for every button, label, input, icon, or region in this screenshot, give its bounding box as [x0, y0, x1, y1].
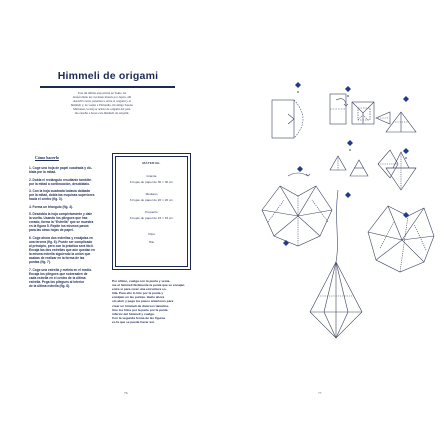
material-box-inner: [115, 156, 188, 267]
blue-diamond-icon: [403, 96, 409, 102]
material-extra: Clips: [148, 232, 155, 236]
page-title: Himmeli de origami: [57, 70, 159, 82]
step-line: la vuelta. Usando los pliegues que has: [29, 216, 88, 221]
notes-line: Une los hilos por la parte por la punta: [112, 307, 168, 312]
step-line: por la mitad a continuación, desdóblalo.: [29, 181, 90, 186]
step-line: blala por la mitad.: [29, 170, 57, 174]
intro-line: desarrollado un creciente interés por Japón, allí: [72, 95, 132, 100]
step-line: la misma estrella siguiendo la unión que: [29, 251, 91, 256]
notes-line: crear un himmeli de diversos tamaños.: [112, 303, 170, 308]
step-line: 1. Coge una hoja de papel cuadrada y dó-: [29, 166, 92, 170]
blue-diamond-icon: [345, 192, 351, 198]
material-box: [112, 153, 191, 270]
fig-8-final-himmeli: [310, 262, 362, 338]
notes-line: es la que se puede hacer así.: [112, 319, 155, 324]
fig-2-rectangle-fold: [330, 94, 348, 124]
step-line: en la figura 5. Repite los mismos pasos: [29, 224, 89, 229]
instruction-step: [29, 205, 108, 209]
instruction-step: [29, 178, 108, 186]
intro-line: Mattonen, la mayor artista de origami del país,: [73, 107, 131, 112]
material-size-label: Mediano: [145, 192, 158, 196]
notes-line: entre sí para crear una estructura so-: [112, 287, 167, 292]
material-size-value: 6 hojas de papel de 30 × 30 cm: [129, 180, 174, 184]
closing-notes: [112, 279, 192, 324]
intro-line: me enseñó a hacer este himmeli de origami.: [74, 111, 130, 116]
step-line: cada estrella en el centro de la última: [29, 275, 86, 280]
instruction-step: [29, 189, 108, 201]
intro-line: himmeli y, de vuelta a Finlandia, mi amiga Satoko: [70, 103, 134, 108]
page-number-right: 77: [318, 391, 322, 395]
step-line: estrella. Pega los pliegues al interior: [29, 279, 85, 284]
step-line: 7. Coge una estrella y métela en el medio.: [29, 267, 93, 272]
instructions-list: [29, 166, 108, 291]
fig-triangles-middle: [330, 156, 368, 176]
step-line: hacia el centro (fig. 3).: [29, 197, 63, 202]
notes-line: Por último, cuelga con la punta y sesta-: [112, 279, 171, 283]
intro-line: Tras mi última exposición en Tokio, he: [77, 91, 127, 95]
notes-line: sin abrir y pega los pasos anteriores para: [112, 299, 174, 304]
page-number-left: 76: [124, 391, 128, 395]
intro-paragraph: [46, 91, 158, 116]
step-line: acabas de realizar en la forma de las: [29, 255, 85, 260]
origami-diagrams-figure: [228, 0, 448, 448]
step-line: para las otras hojas de papel.: [29, 228, 74, 233]
instruction-step: [29, 166, 108, 174]
step-line: 5. Desdobla la hoja completamente y dale: [29, 212, 93, 217]
notes-line: inferior del himmeli y cuelga.: [112, 311, 155, 316]
step-line: 2. Dobla el rectángulo resultante también: [29, 177, 92, 182]
step-line: por la mitad, dobla las esquinas superiores: [29, 193, 95, 198]
step-line: puntas (fig. 7).: [29, 259, 51, 264]
right-page-diagrams: [228, 0, 448, 448]
material-heading: MATERIAL: [142, 161, 161, 165]
step-line: de la última estrella (fig. 8).: [29, 283, 70, 288]
title-underline: [40, 86, 175, 88]
notes-line: me el himmeli fácilmente la punta que se encajan: [112, 283, 185, 288]
instruction-step: [29, 268, 108, 288]
step-line: 4. Forma un triángulo (fig. 4).: [29, 204, 73, 209]
fig-fold-arrow: [376, 112, 390, 124]
material-extra: Hilo: [148, 240, 155, 244]
step-line: Encaja los pliegues que sobresalen de: [29, 271, 88, 276]
fig-6-assembled-stars-left: [262, 173, 332, 246]
notes-line: Con la segunda forma de las figuras: [112, 315, 166, 320]
intro-line: descubrí cierto parentesco entre el origami y el: [73, 99, 131, 104]
fig-1-square-fold: [272, 100, 303, 138]
hanging-thread: [336, 190, 338, 262]
notes-line: lida. Para ello lo hilo por la punta y: [112, 291, 164, 296]
step-line: 6. Coge ahora dos estrellas y encájalas en: [29, 235, 93, 240]
material-size-label: Pequeño: [145, 210, 158, 214]
blue-diamond-icon: [345, 86, 351, 92]
step-line: al principio, pero con la práctica será fácil.: [29, 243, 94, 248]
step-line: 3. Con la hoja cuadrada todavía doblada: [29, 189, 90, 194]
fig-triangle-top-right: [386, 112, 416, 132]
material-size-value: 6 hojas de papel de 20 × 20 cm: [129, 198, 174, 202]
marker-dots: [297, 91, 407, 159]
step-line: creado, forma la "Estrella" que se muestra: [29, 220, 94, 225]
fig-3-corner-folds: [352, 102, 374, 124]
fig-7-assembled-stars-right: [368, 206, 434, 272]
how-to-heading: Cómo hacerlo: [35, 155, 59, 160]
fig-5-star-unit: [386, 152, 416, 190]
blue-diamond-icon: [283, 240, 289, 246]
instruction-step: [29, 236, 108, 264]
step-line: Encaja las dos estrellas que aún quedan en: [29, 247, 95, 252]
instruction-step: [29, 212, 108, 232]
blue-diamond-icon: [347, 140, 353, 146]
material-size-value: 6 hojas de papel de 15 × 15 cm: [129, 216, 174, 220]
notes-line: encájalo en las puntas. Hazlo ahora: [112, 295, 165, 300]
blue-diamond-icon: [403, 148, 409, 154]
blue-diamond-icon: [297, 166, 303, 172]
blue-diamond-icon: [295, 82, 301, 88]
material-size-label: Grande: [146, 174, 157, 178]
step-line: una tercera (fig. 6). Puede ser complicado: [29, 239, 93, 244]
